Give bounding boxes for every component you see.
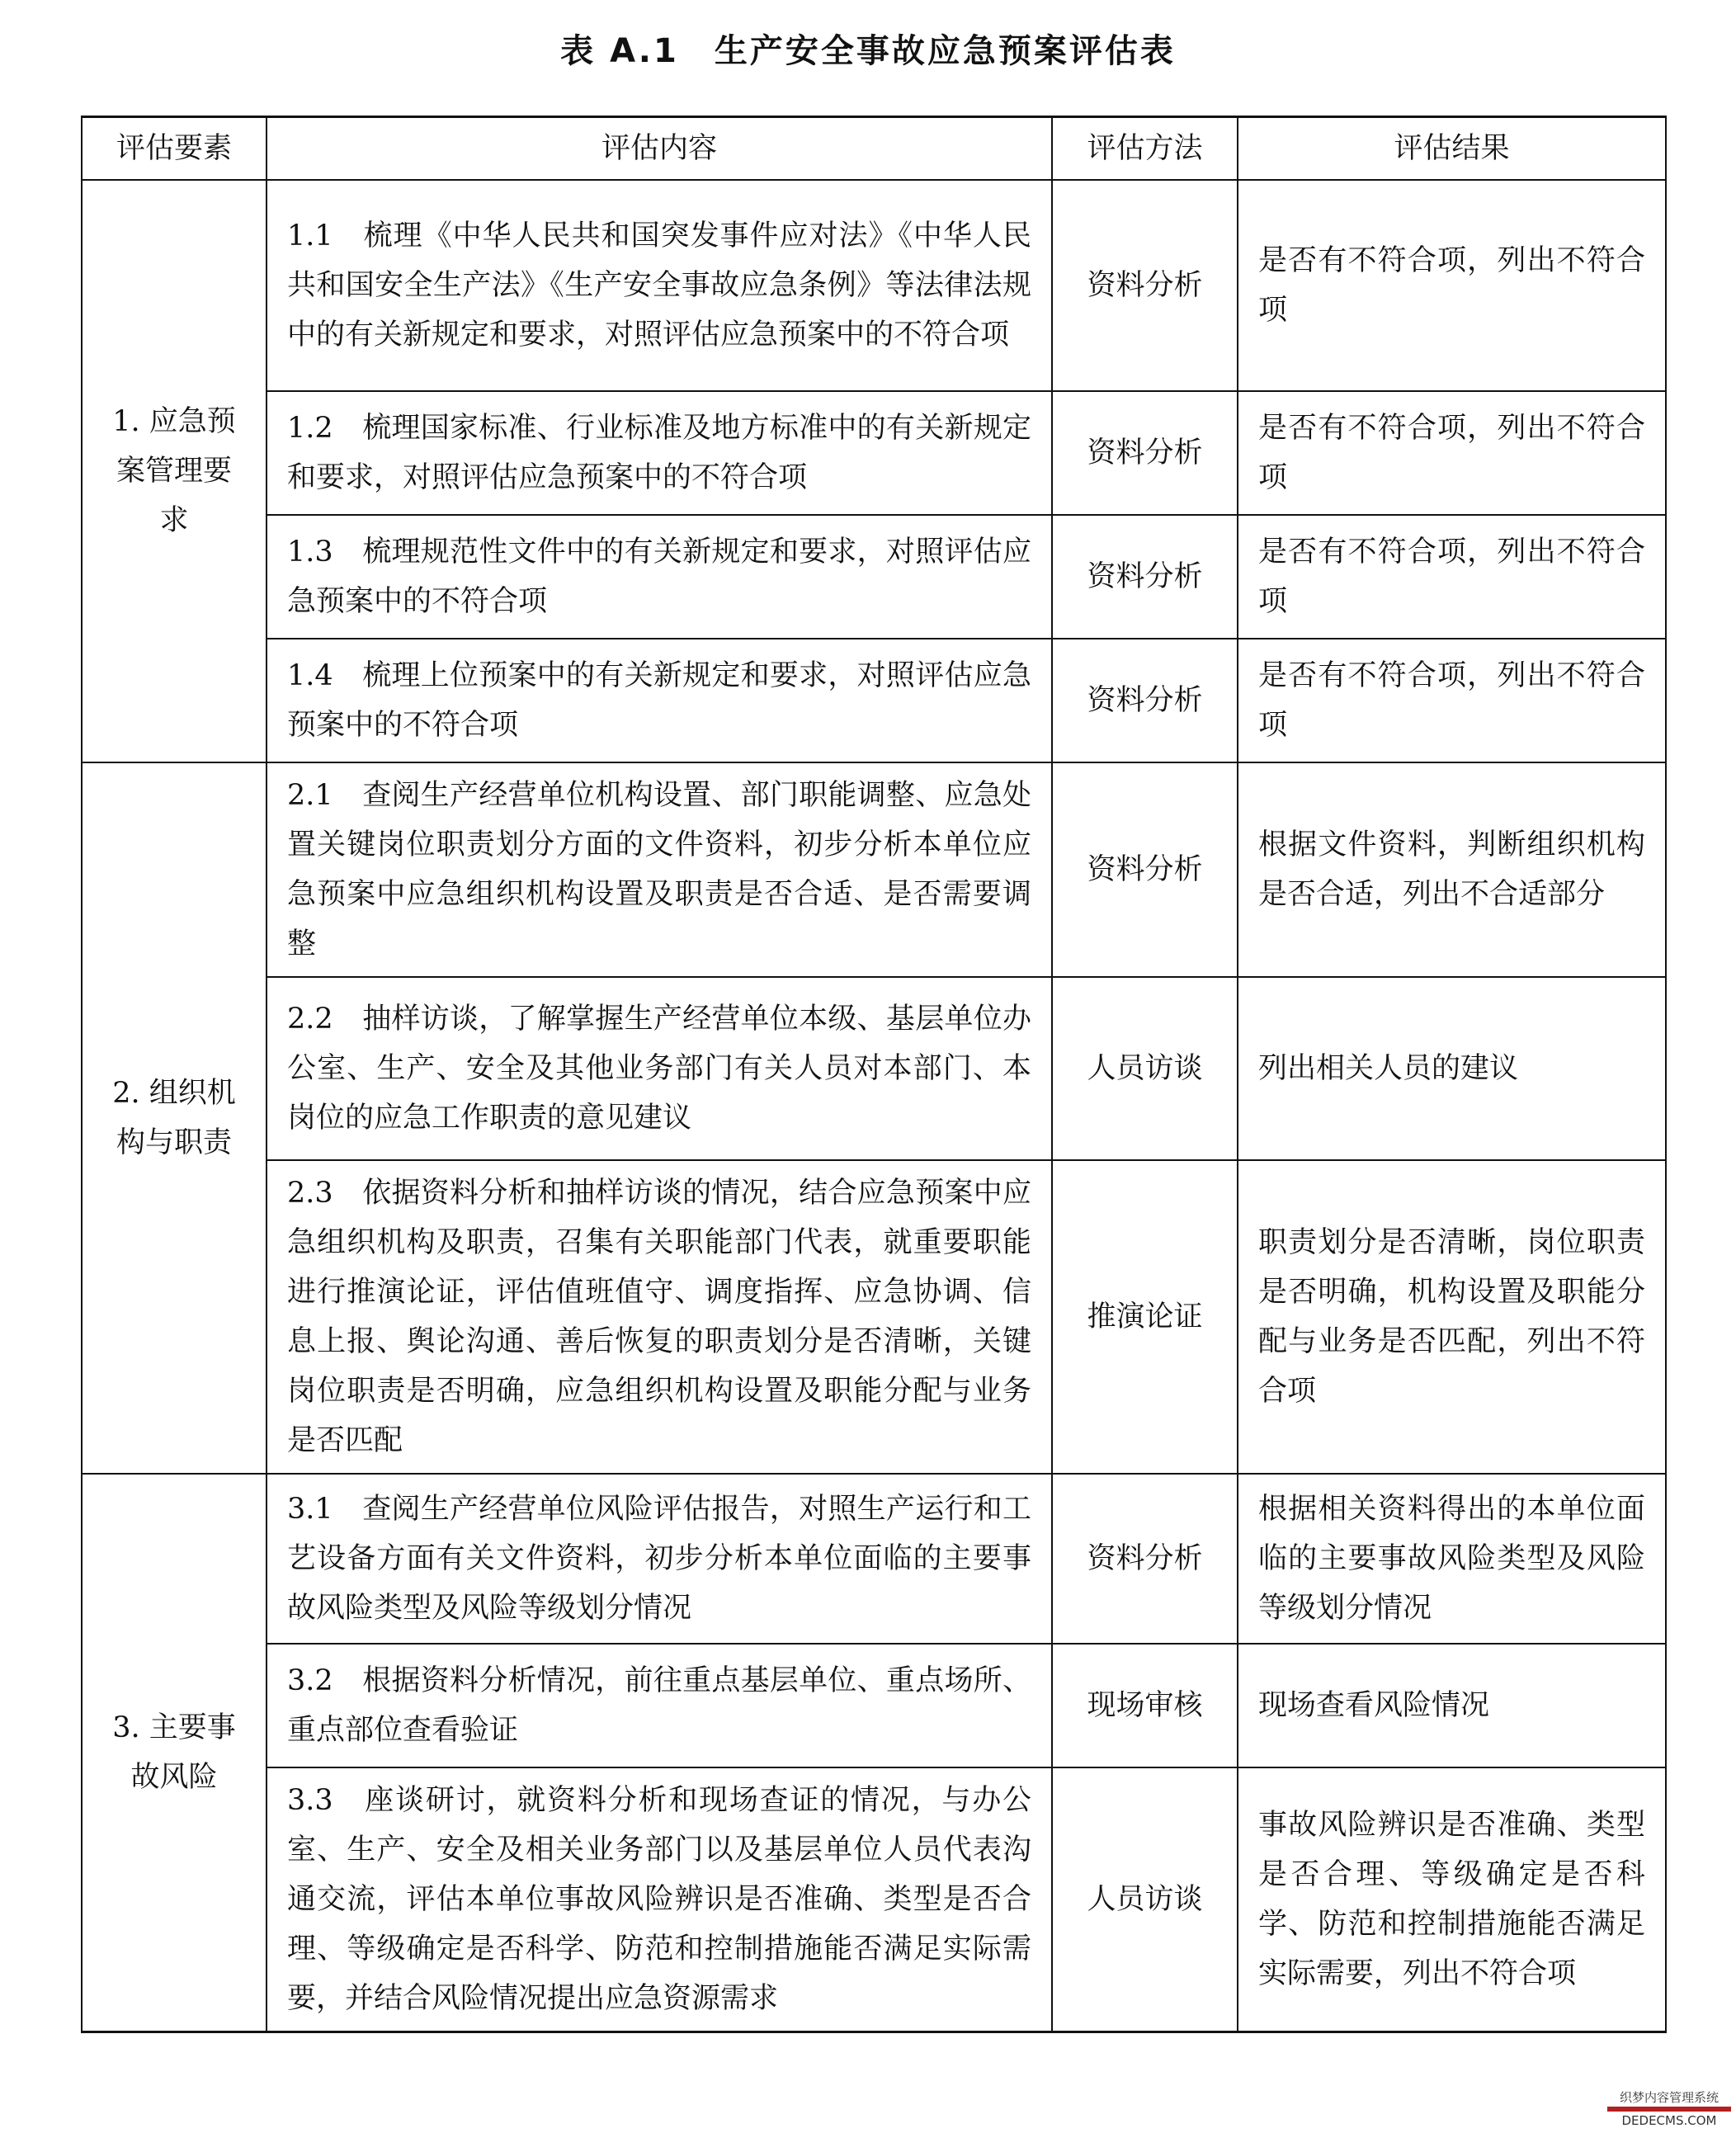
method-cell: 资料分析 bbox=[1052, 391, 1238, 515]
watermark-line-2: DEDECMS.COM bbox=[1621, 2113, 1717, 2128]
factor-cell: 1. 应急预案管理要求 bbox=[82, 180, 267, 762]
result-cell: 列出相关人员的建议 bbox=[1238, 977, 1666, 1160]
header-content: 评估内容 bbox=[267, 117, 1052, 181]
result-cell: 事故风险辨识是否准确、类型是否合理、等级确定是否科学、防范和控制措施能否满足实际需要，列出不符合项 bbox=[1238, 1767, 1666, 2032]
result-cell: 根据相关资料得出的本单位面临的主要事故风险类型及风险等级划分情况 bbox=[1238, 1474, 1666, 1644]
method-cell: 资料分析 bbox=[1052, 515, 1238, 639]
table-row bbox=[82, 515, 1666, 639]
content-cell: 1.1 梳理《中华人民共和国突发事件应对法》《中华人民共和国安全生产法》《生产安全事故应急条例》等法律法规中的有关新规定和要求，对照评估应急预案中的不符合项 bbox=[267, 180, 1052, 391]
table-row bbox=[82, 1474, 1666, 1644]
method-cell: 人员访谈 bbox=[1052, 1767, 1238, 2032]
content-cell: 2.1 查阅生产经营单位机构设置、部门职能调整、应急处置关键岗位职责划分方面的文件资料，初步分析本单位应急预案中应急组织机构设置及职责是否合适、是否需要调整 bbox=[267, 762, 1052, 977]
method-cell: 人员访谈 bbox=[1052, 977, 1238, 1160]
watermark-line-1: 织梦内容管理系统 bbox=[1619, 2090, 1719, 2105]
content-cell: 2.3 依据资料分析和抽样访谈的情况，结合应急预案中应急组织机构及职责，召集有关职能部门代表，就重要职能进行推演论证，评估值班值守、调度指挥、应急协调、信息上报、舆论沟通、善后恢复的职责划分是否清晰，关键岗位职责是否明确，应急组织机构设置及职能分配与业务是否匹配 bbox=[267, 1160, 1052, 1474]
assessment-table bbox=[81, 116, 1667, 2033]
table-row bbox=[82, 977, 1666, 1160]
table-row bbox=[82, 1160, 1666, 1474]
content-cell: 1.4 梳理上位预案中的有关新规定和要求，对照评估应急预案中的不符合项 bbox=[267, 639, 1052, 762]
watermark-logo bbox=[1607, 2090, 1731, 2128]
method-cell: 资料分析 bbox=[1052, 762, 1238, 977]
result-cell: 是否有不符合项，列出不符合项 bbox=[1238, 391, 1666, 515]
table-row bbox=[82, 1767, 1666, 2032]
method-cell: 推演论证 bbox=[1052, 1160, 1238, 1474]
factor-cell: 3. 主要事故风险 bbox=[82, 1474, 267, 2032]
method-cell: 资料分析 bbox=[1052, 180, 1238, 391]
factor-cell: 2. 组织机构与职责 bbox=[82, 762, 267, 1474]
table-row bbox=[82, 762, 1666, 977]
result-cell: 根据文件资料，判断组织机构是否合适，列出不合适部分 bbox=[1238, 762, 1666, 977]
table-row bbox=[82, 180, 1666, 391]
content-cell: 1.3 梳理规范性文件中的有关新规定和要求，对照评估应急预案中的不符合项 bbox=[267, 515, 1052, 639]
content-cell: 1.2 梳理国家标准、行业标准及地方标准中的有关新规定和要求，对照评估应急预案中的不符合项 bbox=[267, 391, 1052, 515]
result-cell: 是否有不符合项，列出不符合项 bbox=[1238, 515, 1666, 639]
method-cell: 资料分析 bbox=[1052, 1474, 1238, 1644]
table-title: 表 A.1 生产安全事故应急预案评估表 bbox=[560, 32, 1176, 70]
header-factor: 评估要素 bbox=[82, 117, 267, 181]
method-cell: 资料分析 bbox=[1052, 639, 1238, 762]
content-cell: 2.2 抽样访谈，了解掌握生产经营单位本级、基层单位办公室、生产、安全及其他业务部门有关人员对本部门、本岗位的应急工作职责的意见建议 bbox=[267, 977, 1052, 1160]
table-row bbox=[82, 391, 1666, 515]
result-cell: 是否有不符合项，列出不符合项 bbox=[1238, 639, 1666, 762]
table-row bbox=[82, 1644, 1666, 1767]
content-cell: 3.2 根据资料分析情况，前往重点基层单位、重点场所、重点部位查看验证 bbox=[267, 1644, 1052, 1767]
header-method: 评估方法 bbox=[1052, 117, 1238, 181]
header-row bbox=[82, 117, 1666, 181]
result-cell: 现场查看风险情况 bbox=[1238, 1644, 1666, 1767]
result-cell: 是否有不符合项，列出不符合项 bbox=[1238, 180, 1666, 391]
method-cell: 现场审核 bbox=[1052, 1644, 1238, 1767]
content-cell: 3.1 查阅生产经营单位风险评估报告，对照生产运行和工艺设备方面有关文件资料，初步分析本单位面临的主要事故风险类型及风险等级划分情况 bbox=[267, 1474, 1052, 1644]
result-cell: 职责划分是否清晰，岗位职责是否明确，机构设置及职能分配与业务是否匹配，列出不符合项 bbox=[1238, 1160, 1666, 1474]
watermark-bar bbox=[1607, 2107, 1731, 2112]
content-cell: 3.3 座谈研讨，就资料分析和现场查证的情况，与办公室、生产、安全及相关业务部门以及基层单位人员代表沟通交流，评估本单位事故风险辨识是否准确、类型是否合理、等级确定是否科学、防范和控制措施能否满足实际需要，并结合风险情况提出应急资源需求 bbox=[267, 1767, 1052, 2032]
header-result: 评估结果 bbox=[1238, 117, 1666, 181]
table-row bbox=[82, 639, 1666, 762]
